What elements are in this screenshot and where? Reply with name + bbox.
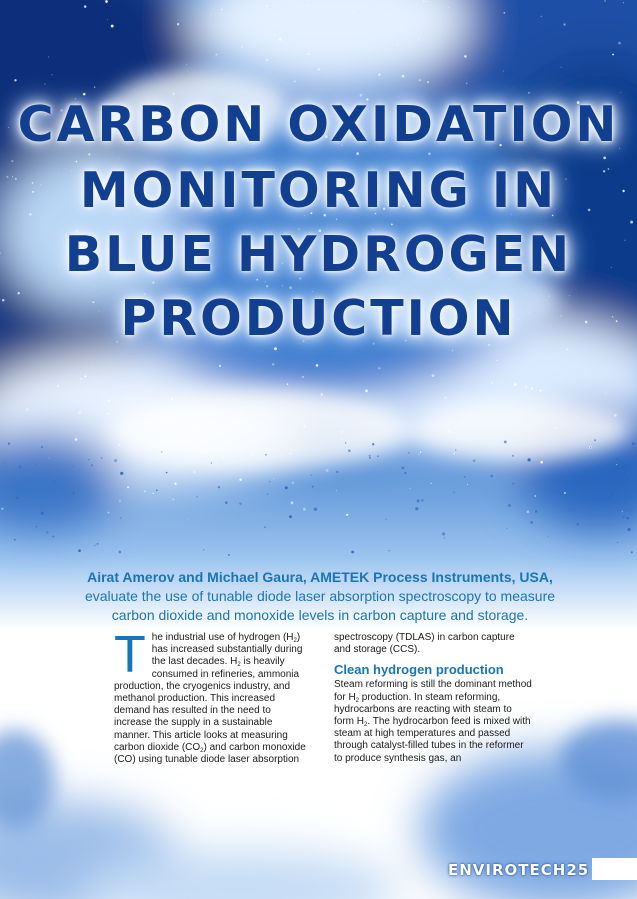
star	[423, 1, 425, 3]
star	[352, 12, 354, 14]
star	[44, 84, 45, 85]
dust-particle	[535, 510, 537, 512]
dust-particle	[16, 496, 19, 499]
dust-particle	[203, 549, 204, 550]
star	[105, 0, 108, 3]
star	[187, 519, 188, 520]
paragraph-intro	[114, 626, 310, 766]
star	[448, 430, 451, 433]
star	[534, 495, 536, 497]
star	[151, 459, 153, 461]
star	[555, 427, 557, 429]
star	[496, 360, 497, 361]
dust-particle	[196, 496, 198, 498]
dust-particle	[118, 551, 121, 554]
dust-particle	[88, 459, 89, 460]
dust-particle	[311, 475, 312, 476]
dust-particle	[41, 446, 43, 448]
star	[445, 397, 447, 399]
star	[127, 486, 129, 488]
dust-particle	[312, 486, 314, 488]
star	[302, 376, 303, 377]
dust-particle	[8, 443, 10, 445]
star	[94, 86, 95, 87]
star	[394, 51, 395, 52]
star	[539, 389, 541, 391]
article-column-right	[334, 632, 534, 765]
dust-particle	[218, 486, 220, 488]
dust-particle	[369, 457, 371, 459]
star	[307, 4, 308, 5]
star	[378, 73, 380, 75]
star	[80, 377, 83, 380]
dust-particle	[594, 439, 596, 441]
text-run: Steam reforming is still the dominant method for H	[334, 679, 532, 703]
text-run: ) and carbon monoxide (CO) using tunable diode laser absorption	[114, 741, 306, 766]
dust-particle	[530, 521, 533, 524]
star	[420, 452, 421, 453]
dust-particle	[211, 462, 212, 463]
dust-particle	[41, 512, 44, 515]
star	[282, 285, 283, 286]
star	[603, 157, 606, 160]
star	[210, 14, 211, 15]
star	[215, 53, 217, 55]
star	[84, 375, 86, 377]
dust-particle	[624, 501, 626, 503]
star	[616, 464, 617, 465]
article-column-left	[114, 626, 310, 766]
dust-particle	[609, 496, 612, 499]
star	[365, 390, 368, 393]
dust-particle	[36, 463, 37, 464]
dust-particle	[442, 532, 445, 535]
star	[503, 71, 504, 72]
text-run: . The hydrocarbon feed is mixed with steam at high temperatures and passed through catalyst-filled tubes in the reformer to produce synthesis gas, an	[334, 716, 531, 764]
dust-particle	[417, 499, 420, 502]
star	[78, 411, 81, 414]
publication-logo	[448, 861, 589, 879]
dust-particle	[101, 457, 103, 459]
standfirst	[70, 568, 570, 625]
star	[402, 75, 405, 78]
dust-particle	[611, 492, 614, 495]
star	[119, 500, 120, 501]
star	[172, 499, 174, 501]
subscript: 2	[237, 662, 241, 669]
star	[506, 360, 507, 361]
dust-particle	[52, 535, 54, 537]
subscript: 2	[200, 747, 204, 754]
dust-particle	[46, 531, 49, 534]
star	[336, 490, 337, 491]
dust-particle	[512, 483, 513, 484]
star	[157, 392, 158, 393]
dust-particle	[269, 481, 270, 482]
star	[266, 285, 268, 287]
star	[75, 438, 78, 441]
dust-particle	[161, 451, 162, 452]
dust-particle	[464, 476, 466, 478]
page-corner-tab	[592, 858, 637, 880]
star	[291, 502, 294, 505]
dust-particle	[632, 442, 635, 445]
subscript: 2	[293, 638, 297, 644]
star	[427, 81, 429, 83]
star	[620, 92, 621, 93]
dust-particle	[377, 455, 379, 457]
paragraph-steam-reforming	[334, 679, 534, 764]
star	[186, 64, 187, 65]
star	[540, 461, 543, 464]
star	[614, 414, 617, 417]
star	[527, 511, 529, 513]
star	[49, 458, 50, 459]
star	[564, 492, 566, 494]
star	[88, 153, 90, 155]
paragraph-continued: spectroscopy (TDLAS) in carbon capture and storage (CCS).	[334, 632, 515, 656]
star	[222, 456, 224, 458]
dust-particle	[388, 550, 389, 551]
star	[294, 80, 296, 82]
star	[118, 158, 119, 159]
star	[107, 413, 109, 415]
star	[419, 79, 421, 81]
subscript: 2	[355, 697, 360, 704]
star	[26, 408, 29, 411]
dust-particle	[18, 465, 21, 468]
star	[579, 391, 580, 392]
star	[409, 488, 410, 489]
star	[57, 385, 59, 387]
star	[279, 38, 282, 41]
star	[531, 387, 533, 389]
star	[341, 438, 342, 439]
star	[173, 418, 176, 421]
dust-particle	[617, 542, 618, 543]
dust-particle	[490, 475, 492, 477]
dust-particle	[228, 554, 230, 556]
star	[454, 453, 456, 455]
star	[279, 435, 281, 437]
dust-particle	[54, 481, 55, 482]
dust-particle	[285, 486, 288, 489]
star	[630, 221, 633, 224]
dust-particle	[120, 472, 123, 475]
star	[174, 483, 176, 485]
star	[251, 454, 253, 456]
star	[528, 92, 530, 94]
star	[541, 16, 542, 17]
star	[618, 42, 621, 45]
dust-particle	[623, 516, 625, 518]
dust-particle	[265, 454, 267, 456]
star	[341, 431, 344, 434]
dust-particle	[576, 523, 579, 526]
dust-particle	[91, 464, 93, 466]
dust-particle	[120, 517, 122, 519]
dust-particle	[239, 502, 241, 504]
star	[418, 39, 420, 41]
star	[221, 9, 222, 10]
headline-line-3: BLUE HYDROGEN	[64, 226, 573, 283]
star	[622, 511, 623, 512]
standfirst-summary: evaluate the use of tunable diode laser absorption spectroscopy to measure carbon dioxide and monoxide levels in carbon capture and storage.	[84, 588, 556, 623]
text-run: production. In steam reforming, hydrocarbons are reacting with steam to form H	[334, 691, 512, 728]
dust-particle	[72, 492, 74, 494]
star	[239, 478, 241, 480]
dust-particle	[619, 479, 620, 480]
dust-particle	[506, 528, 507, 529]
star	[567, 349, 569, 351]
star	[467, 484, 468, 485]
dust-particle	[73, 466, 74, 467]
dust-particle	[369, 455, 371, 457]
star	[318, 68, 321, 71]
star	[326, 469, 329, 472]
star	[194, 471, 196, 473]
dust-particle	[512, 455, 514, 457]
star	[426, 1, 427, 2]
headline-line-4: PRODUCTION	[120, 290, 517, 347]
star	[144, 491, 146, 493]
star	[51, 74, 52, 75]
dust-particle	[455, 449, 456, 450]
star	[198, 424, 200, 426]
dust-particle	[264, 526, 266, 528]
dust-particle	[547, 536, 548, 537]
star	[452, 350, 453, 351]
star	[378, 367, 380, 369]
star	[308, 53, 310, 55]
dust-particle	[508, 504, 511, 507]
star	[177, 23, 179, 25]
star	[514, 383, 517, 386]
dust-particle	[94, 545, 95, 546]
star	[561, 67, 562, 68]
dust-particle	[473, 459, 476, 462]
star	[273, 34, 274, 35]
headline-line-2: MONITORING IN	[79, 162, 558, 219]
dust-particle	[348, 449, 351, 452]
star	[1, 508, 3, 510]
dust-particle	[267, 493, 269, 495]
star	[272, 363, 274, 365]
star	[346, 514, 348, 516]
star	[286, 448, 288, 450]
star	[241, 46, 243, 48]
star	[397, 44, 399, 46]
star	[14, 79, 16, 81]
headline-line-1: CARBON OXIDATION	[17, 96, 620, 153]
dust-particle	[631, 551, 633, 553]
dust-particle	[626, 517, 628, 519]
star	[416, 4, 417, 5]
dust-particle	[590, 447, 591, 448]
issue-number: 25	[566, 861, 590, 879]
star	[219, 365, 221, 367]
star	[314, 26, 315, 27]
star	[466, 83, 467, 84]
dust-particle	[166, 472, 168, 474]
star	[108, 399, 110, 401]
star	[266, 5, 268, 7]
star	[289, 286, 292, 289]
star	[111, 25, 114, 28]
star	[321, 393, 323, 395]
dust-particle	[351, 551, 354, 554]
dust-particle	[372, 443, 374, 445]
dust-particle	[444, 537, 445, 538]
dust-particle	[504, 440, 507, 443]
logo-wordmark: ENVIROTECH	[448, 861, 567, 879]
dust-particle	[626, 478, 629, 481]
dust-particle	[336, 471, 338, 473]
dust-particle	[628, 528, 631, 531]
star	[431, 483, 432, 484]
star	[273, 478, 274, 479]
star	[153, 493, 154, 494]
dust-particle	[36, 526, 37, 527]
star	[604, 0, 606, 2]
star	[612, 54, 614, 56]
star	[48, 56, 49, 57]
dust-particle	[156, 489, 158, 491]
text-run: ) has increased substantially during the last decades. H	[151, 632, 303, 668]
star	[290, 453, 292, 455]
text-run: he industrial use of hydrogen (H	[151, 632, 294, 643]
star	[303, 508, 306, 511]
dust-particle	[314, 508, 317, 511]
dust-particle	[527, 458, 530, 461]
section-heading: Clean hydrogen production	[334, 662, 504, 678]
star	[491, 382, 493, 384]
star	[108, 512, 110, 514]
star	[394, 74, 395, 75]
dust-particle	[415, 507, 418, 510]
star	[316, 364, 319, 367]
dust-particle	[616, 458, 618, 460]
dust-particle	[421, 499, 423, 501]
dust-particle	[14, 539, 16, 541]
star	[432, 374, 435, 377]
author-byline: Airat Amerov and Michael Gaura, AMETEK Process Instruments, USA,	[87, 569, 553, 585]
star	[303, 425, 305, 427]
text-run: is heavily consumed in refineries, ammonia production, the cryogenics industry, and methanol production. This increased demand has resulted in the need to increase the supply in a sustainable manner. This article looks at measuring carbon dioxide (CO	[114, 656, 300, 753]
dropcap: T	[114, 626, 146, 684]
dust-particle	[225, 502, 227, 504]
star	[605, 393, 606, 394]
star	[563, 23, 565, 25]
star	[525, 386, 527, 388]
star	[266, 59, 268, 61]
dust-particle	[78, 549, 81, 552]
dust-particle	[97, 543, 99, 545]
star	[464, 55, 467, 58]
dust-particle	[289, 515, 292, 518]
star	[292, 482, 294, 484]
star	[577, 416, 578, 417]
subscript: 2	[364, 722, 368, 729]
star	[118, 444, 120, 446]
star	[84, 5, 86, 7]
star	[107, 19, 108, 20]
dust-particle	[345, 442, 346, 443]
dust-particle	[401, 466, 404, 469]
star	[287, 383, 289, 385]
dust-particle	[404, 472, 406, 474]
star	[623, 2, 624, 3]
star	[172, 92, 175, 95]
star	[169, 497, 170, 498]
star	[83, 93, 86, 96]
dust-particle	[114, 459, 117, 462]
star	[448, 7, 449, 8]
dust-particle	[408, 452, 409, 453]
dust-particle	[386, 519, 387, 520]
star	[503, 12, 505, 14]
dust-particle	[453, 492, 455, 494]
star	[274, 347, 277, 350]
star	[171, 397, 174, 400]
star	[418, 454, 419, 455]
dust-particle	[4, 463, 5, 464]
